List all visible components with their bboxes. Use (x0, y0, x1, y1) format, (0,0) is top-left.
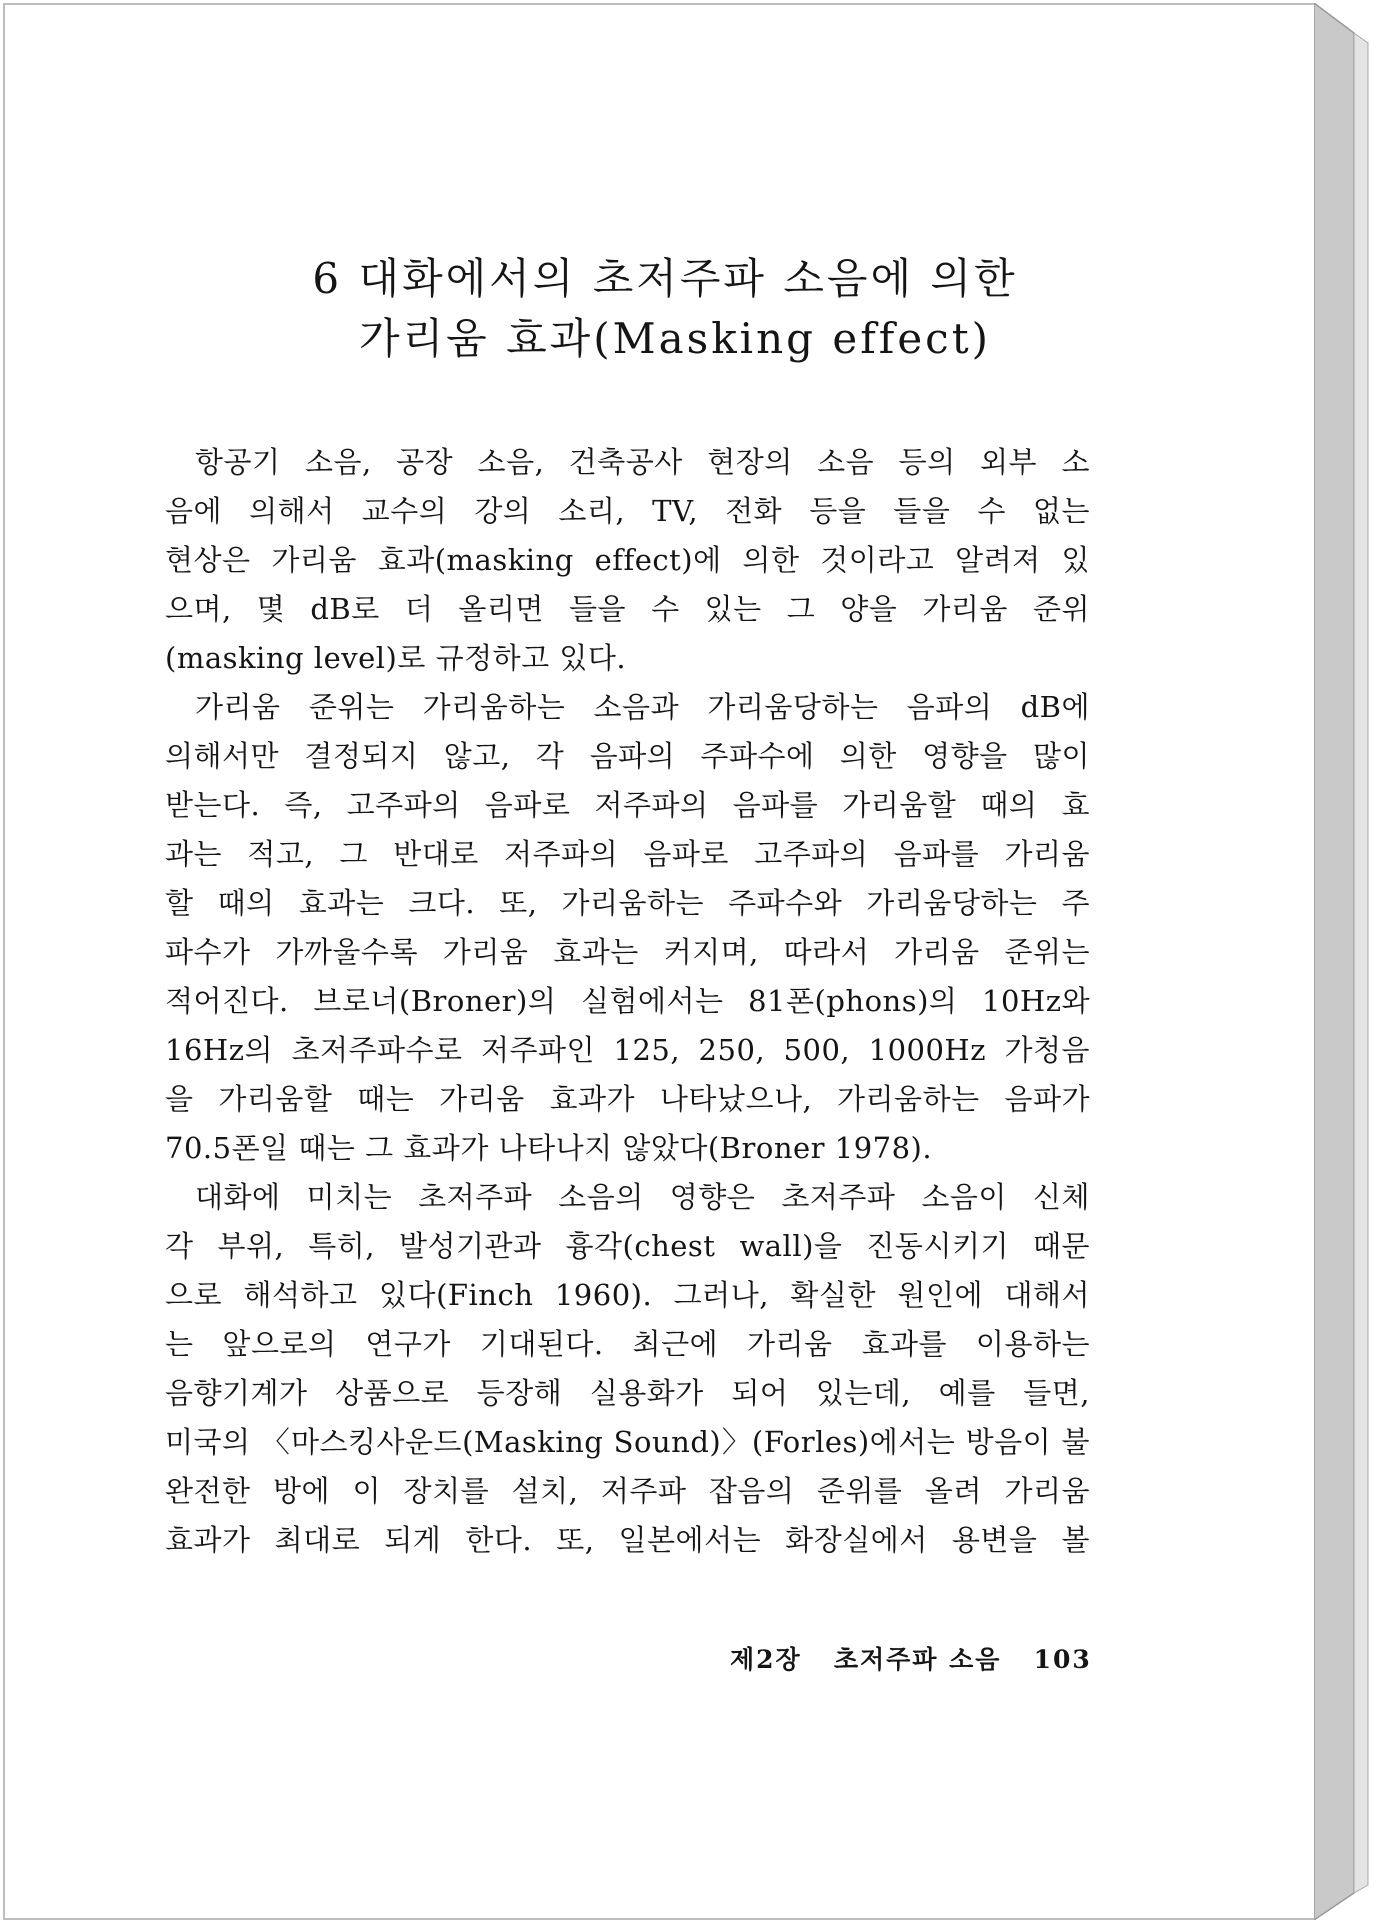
body-line: 으로 해석하고 있다(Finch 1960). 그러나, 확실한 원인에 대해서 (165, 1278, 1090, 1312)
body-line: 항공기 소음, 공장 소음, 건축공사 현장의 소음 등의 외부 소 (195, 445, 1090, 479)
body-line: 을 가리움할 때는 가리움 효과가 나타났으나, 가리움하는 음파가 (165, 1082, 1090, 1116)
body-line: 가리움 준위는 가리움하는 소음과 가리움당하는 음파의 dB에 (195, 690, 1090, 724)
section-title-line-1: 6 대화에서의 초저주파 소음에 의한 (312, 254, 1018, 303)
body-line: 받는다. 즉, 고주파의 음파로 저주파의 음파를 가리움할 때의 효 (165, 788, 1090, 822)
body-line: 음에 의해서 교수의 강의 소리, TV, 전화 등을 들을 수 없는 (165, 494, 1090, 528)
body-line: 파수가 가까울수록 가리움 효과는 커지며, 따라서 가리움 준위는 (165, 935, 1090, 969)
body-line: 할 때의 효과는 크다. 또, 가리움하는 주파수와 가리움당하는 주 (165, 886, 1090, 920)
footer-chapter-title: 초저주파 소음 (833, 1645, 1002, 1674)
body-line: 음향기계가 상품으로 등장해 실용화가 되어 있는데, 예를 들면, (165, 1376, 1090, 1410)
body-line: (masking level)로 규정하고 있다. (165, 641, 627, 675)
body-line: 완전한 방에 이 장치를 설치, 저주파 잡음의 준위를 올려 가리움 (165, 1474, 1090, 1508)
body-line: 효과가 최대로 되게 한다. 또, 일본에서는 화장실에서 용변을 볼 (165, 1523, 1090, 1557)
body-line: 각 부위, 특히, 발성기관과 흉각(chest wall)을 진동시키기 때문 (165, 1229, 1090, 1263)
body-line: 70.5폰일 때는 그 효과가 나타나지 않았다(Broner 1978). (165, 1131, 933, 1165)
body-line: 과는 적고, 그 반대로 저주파의 음파로 고주파의 음파를 가리움 (165, 837, 1090, 871)
body-line: 16Hz의 초저주파수로 저주파인 125, 250, 500, 1000Hz 가청음 (165, 1033, 1090, 1067)
body-line: 적어진다. 브로너(Broner)의 실험에서는 81폰(phons)의 10Hz와 (165, 984, 1090, 1018)
body-line: 미국의 〈마스킹사운드(Masking Sound)〉(Forles)에서는 방음이 불 (165, 1425, 1090, 1459)
page-number: 103 (1033, 1645, 1092, 1674)
body-line: 대화에 미치는 초저주파 소음의 영향은 초저주파 소음이 신체 (195, 1180, 1090, 1214)
book-thickness-edge (1314, 3, 1370, 1920)
body-line: 현상은 가리움 효과(masking effect)에 의한 것이라고 알려져 있 (165, 543, 1090, 577)
body-line: 으며, 몇 dB로 더 올리면 들을 수 있는 그 양을 가리움 준위 (165, 592, 1090, 626)
body-line: 는 앞으로의 연구가 기대된다. 최근에 가리움 효과를 이용하는 (165, 1327, 1090, 1361)
footer-chapter: 제2장 (730, 1645, 802, 1674)
body-line: 의해서만 결정되지 않고, 각 음파의 주파수에 의한 영향을 많이 (165, 739, 1090, 773)
running-footer (730, 1640, 1092, 1676)
section-title-line-2: 가리움 효과(Masking effect) (359, 314, 991, 363)
